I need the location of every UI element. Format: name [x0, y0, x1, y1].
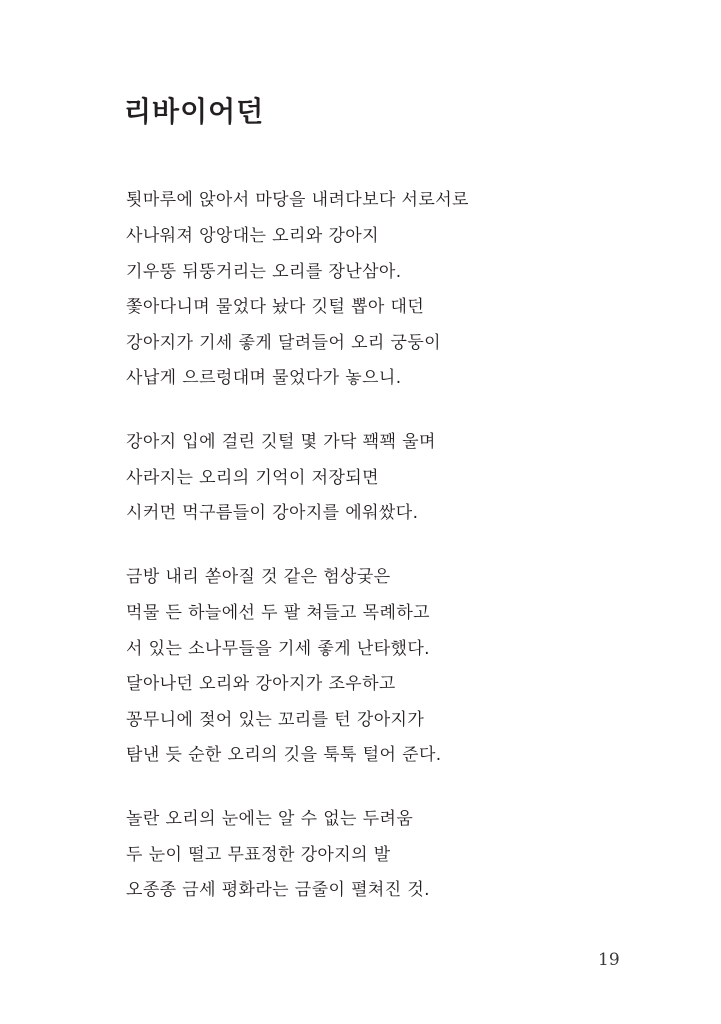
- poem-line: 오종종 금세 평화라는 금줄이 펼쳐진 것.: [126, 880, 430, 900]
- poem-title: 리바이어던: [124, 95, 265, 128]
- poem-line: 사납게 으르렁대며 물었다가 놓으니.: [126, 368, 402, 388]
- poem-line: 탐낸 듯 순한 오리의 깃을 툭툭 털어 준다.: [126, 745, 442, 765]
- poem-line: 놀란 오리의 눈에는 알 수 없는 두려움: [126, 809, 414, 829]
- poem-line: 쫓아다니며 물었다 놨다 깃털 뽑아 대던: [126, 297, 425, 317]
- poem-line: 툇마루에 앉아서 마당을 내려다보다 서로서로: [126, 190, 469, 210]
- poem-line: 사나워져 앙앙대는 오리와 강아지: [126, 226, 379, 246]
- page-number: 19: [598, 950, 620, 970]
- poem-line: 시커먼 먹구름들이 강아지를 에워쌌다.: [126, 503, 419, 523]
- poem-line: 기우뚱 뒤뚱거리는 오리를 장난삼아.: [126, 262, 402, 282]
- poem-line: 먹물 든 하늘에선 두 팔 쳐들고 목례하고: [126, 603, 430, 623]
- poem-line: 두 눈이 떨고 무표정한 강아지의 발: [126, 845, 391, 865]
- poem-line: 사라지는 오리의 기억이 저장되면: [126, 468, 379, 488]
- poem-line: 금방 내리 쏟아질 것 같은 험상궂은: [126, 567, 391, 587]
- poem-line: 꽁무니에 젖어 있는 꼬리를 턴 강아지가: [126, 710, 425, 730]
- poem-line: 달아나던 오리와 강아지가 조우하고: [126, 674, 396, 694]
- poem-line: 강아지가 기세 좋게 달려들어 오리 궁둥이: [126, 333, 441, 353]
- poem-line: 서 있는 소나무들을 기세 좋게 난타했다.: [126, 639, 430, 659]
- poem-line: 강아지 입에 걸린 깃털 몇 가닥 꽥꽥 울며: [126, 432, 436, 452]
